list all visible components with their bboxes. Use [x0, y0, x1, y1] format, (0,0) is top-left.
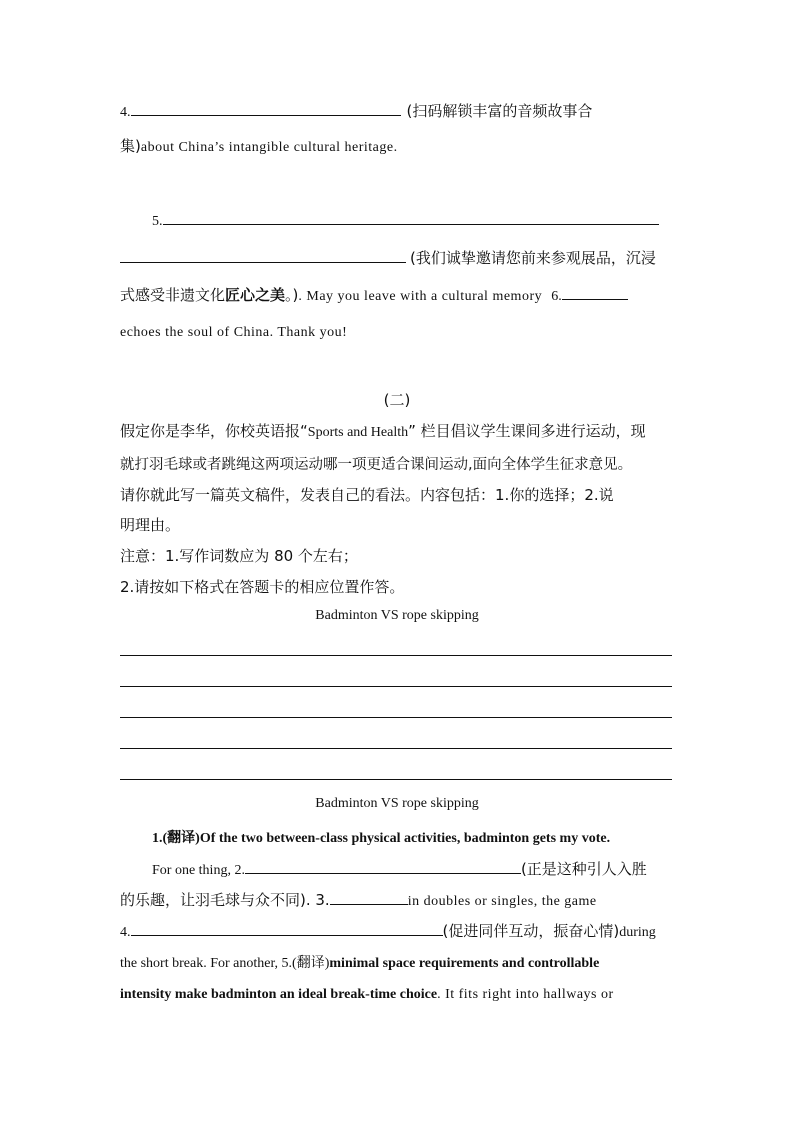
closing-line [120, 321, 347, 341]
prompt-text-1a: 假定你是李华，你校英语报“ [120, 422, 308, 440]
s5-prefix: the short break. For another, 5.(翻译) [120, 956, 330, 971]
q6-answer-blank[interactable] [562, 285, 628, 300]
writing-line-4[interactable] [120, 748, 672, 749]
q5-number: 5. [152, 214, 163, 229]
writing-line-2[interactable] [120, 686, 672, 687]
q4-chinese-prompt-end: 集) [120, 137, 141, 155]
prompt-line-1 [120, 420, 646, 441]
answer-line-3 [120, 889, 597, 910]
prompt-line-3: 请你就此写一篇英文稿件，发表自己的看法。内容包括：1.你的选择；2.说 [120, 486, 614, 504]
answer-line-6 [120, 983, 614, 1003]
prompt-line-2: 就打羽毛球或者跳绳这两项运动哪一项更适合课间运动,面向全体学生征求意见。 [120, 457, 633, 473]
essay-title: Badminton VS rope skipping [315, 608, 479, 623]
q6-number: 6. [551, 289, 562, 304]
s5-bold-text-b: intensity make badminton an ideal break-time choice [120, 987, 438, 1002]
q4-english-text: about China’s intangible cultural heritage. [140, 140, 398, 155]
writing-line-1[interactable] [120, 655, 672, 656]
s1-text: Of the two between-class physical activities, badminton gets my vote. [199, 831, 611, 846]
s5-text: . It fits right into hallways or [437, 987, 614, 1002]
q5-chinese-prompt: (我们诚挚邀请您前来参观展品，沉浸 [410, 249, 656, 267]
s4-answer-blank[interactable] [131, 921, 443, 936]
question-4-line2 [120, 135, 398, 156]
answer-line-1 [152, 827, 610, 847]
answer-line-2 [152, 858, 647, 879]
s2-answer-blank[interactable] [245, 859, 521, 874]
note-line-1: 注意：1.写作词数应为 80 个左右； [120, 547, 358, 565]
s4-text: during [619, 925, 656, 940]
q5-chinese-prompt-cont: 式感受非遗文化 [120, 286, 226, 304]
s4-number: 4. [120, 925, 131, 940]
question-5-line1 [152, 210, 659, 230]
q5-chinese-prompt-close: 。) [285, 286, 299, 304]
section-title: (二) [383, 391, 411, 409]
s1-number: 1.(翻译) [152, 831, 200, 846]
q5-answer-blank-2[interactable] [120, 248, 406, 263]
answer-line-5 [120, 952, 599, 972]
s2-chinese-prompt-cont: 的乐趣，让羽毛球与众不同). 3. [120, 891, 330, 909]
question-5-line2 [120, 247, 656, 268]
s4-chinese-prompt: (促进同伴互动，振奋心情) [442, 922, 620, 940]
prompt-text-1-english: Sports and Health [307, 425, 409, 440]
q5-answer-blank-1[interactable] [163, 210, 659, 225]
answer-title: Badminton VS rope skipping [315, 796, 479, 811]
writing-line-5[interactable] [120, 779, 672, 780]
closing-text: echoes the soul of China. Thank you! [120, 325, 348, 340]
s3-answer-blank[interactable] [330, 890, 408, 905]
question-5-line3 [120, 284, 628, 305]
q5-chinese-prompt-bold: 匠心之美 [225, 286, 286, 304]
q4-number: 4. [120, 105, 131, 120]
prompt-text-1b: ” 栏目倡议学生课间多进行运动，现 [408, 422, 646, 440]
q4-answer-blank[interactable] [131, 101, 401, 116]
s5-bold-text-a: minimal space requirements and controllable [329, 956, 600, 971]
answer-line-4 [120, 920, 656, 941]
prompt-line-4: 明理由。 [120, 516, 181, 534]
s2-chinese-prompt: (正是这种引人入胜 [520, 860, 647, 878]
q4-chinese-prompt: (扫码解锁丰富的音频故事合 [406, 102, 593, 120]
question-4-line1 [120, 100, 592, 121]
note-line-2: 2.请按如下格式在答题卡的相应位置作答。 [120, 578, 405, 596]
q5-english-text: . May you leave with a cultural memory [298, 289, 543, 304]
writing-line-3[interactable] [120, 717, 672, 718]
s2-prefix: For one thing, 2. [152, 863, 245, 878]
s3-text: in doubles or singles, the game [407, 894, 597, 909]
